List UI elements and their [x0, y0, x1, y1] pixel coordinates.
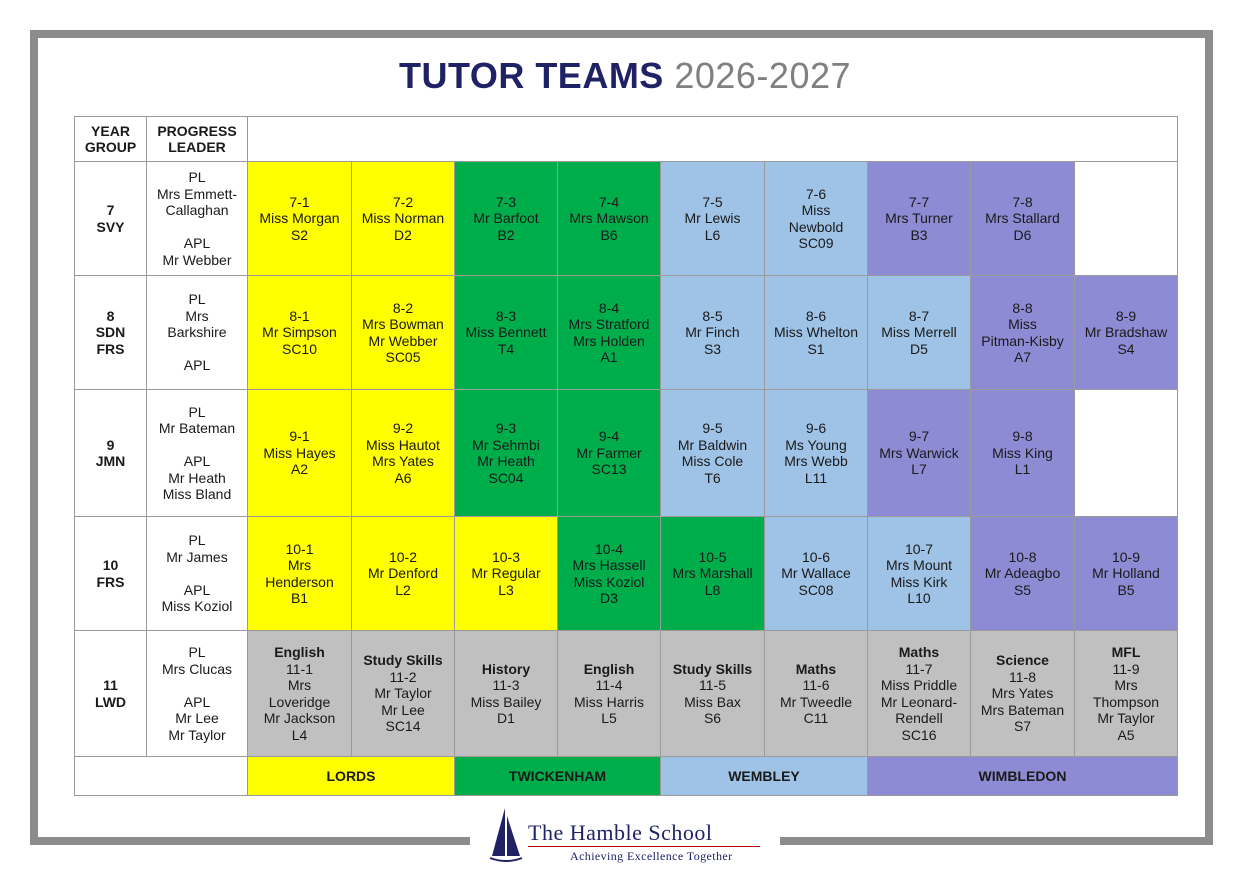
tutor-group-cell: [868, 162, 971, 276]
cell-line: 8: [106, 307, 115, 324]
subject-label: MFL: [1111, 644, 1141, 660]
house-legend-row: [75, 757, 1178, 796]
cell-line: Miss: [801, 202, 831, 218]
cell-line: 8-7: [908, 307, 930, 324]
cell-line: [149, 219, 245, 236]
cell-line: Rendell: [895, 710, 943, 726]
subject-label: History: [481, 660, 531, 677]
cell-line: APL: [183, 235, 211, 251]
cell-line: JMN: [95, 453, 126, 469]
cell-line: Mr Jackson: [263, 710, 336, 726]
table-row: [75, 631, 1178, 757]
cell-line: [149, 437, 245, 454]
tutor-group-cell: [765, 276, 868, 390]
tutor-group-cell: [765, 390, 868, 517]
subject-label: Maths: [898, 644, 940, 660]
tutor-group-cell: [1075, 276, 1178, 390]
school-logo: [470, 800, 780, 868]
year-group-cell: [75, 517, 147, 631]
cell-line: Miss Koziol: [573, 573, 645, 590]
cell-line: 7-4: [598, 193, 620, 210]
cell-line: Mrs: [1114, 677, 1138, 693]
cell-line: L5: [601, 710, 617, 726]
cell-line: B3: [910, 226, 928, 243]
cell-line: Mr Taylor: [374, 685, 432, 702]
cell-line: Miss Bennett: [465, 324, 547, 341]
school-tagline: Achieving Excellence Together: [570, 849, 733, 863]
cell-line: D2: [394, 226, 412, 243]
cell-line: Mr Barfoot: [473, 210, 539, 227]
cell-line: A7: [1013, 349, 1032, 365]
cell-line: 10-2: [388, 548, 418, 565]
cell-line: 10: [102, 557, 119, 573]
cell-line: 9-7: [908, 428, 930, 445]
cell-line: PL: [188, 403, 206, 420]
tutor-group-cell: [558, 517, 661, 631]
cell-line: Thompson: [1092, 693, 1160, 710]
title-main: TUTOR TEAMS: [398, 55, 664, 96]
year-group-header: [75, 117, 147, 162]
cell-line: 11: [103, 677, 118, 693]
cell-line: Mr Taylor: [1097, 710, 1155, 726]
cell-line: Miss Koziol: [161, 598, 233, 615]
empty-cell: [1075, 162, 1178, 276]
progress-leader-cell: [147, 631, 248, 757]
cell-line: L7: [911, 461, 927, 478]
cell-line: A2: [290, 461, 309, 478]
cell-line: PL: [188, 644, 206, 660]
cell-line: Miss Kirk: [890, 573, 948, 590]
cell-line: 10-6: [801, 548, 831, 565]
cell-line: A1: [600, 349, 618, 365]
cell-line: Mrs Yates: [372, 453, 434, 469]
cell-line: L2: [395, 581, 411, 598]
cell-line: GROUP: [84, 139, 137, 155]
cell-line: 10-8: [1008, 548, 1037, 565]
cell-line: C11: [803, 710, 829, 726]
cell-line: YEAR: [91, 122, 130, 139]
cell-line: D5: [910, 340, 928, 357]
cell-line: Henderson: [265, 573, 334, 590]
cell-line: S1: [807, 340, 825, 357]
cell-line: PL: [188, 169, 206, 185]
cell-line: Mr Adeagbo: [984, 565, 1061, 582]
tutor-group-cell: [248, 276, 352, 390]
progress-leader-cell: [147, 517, 248, 631]
cell-line: 9-5: [702, 420, 723, 436]
progress-leader-cell: [147, 162, 248, 276]
tutor-group-cell: [352, 390, 455, 517]
cell-line: Mrs Stratford: [568, 316, 650, 332]
cell-line: T4: [497, 340, 515, 357]
cell-line: [149, 565, 245, 582]
cell-line: Mrs Stallard: [985, 210, 1060, 227]
cell-line: SVY: [96, 218, 125, 235]
tutor-group-cell: [971, 162, 1075, 276]
tutor-group-cell: [971, 390, 1075, 517]
cell-line: 7-7: [908, 193, 930, 210]
tutor-group-cell: [352, 276, 455, 390]
cell-line: S2: [290, 226, 309, 243]
empty-cell: [1075, 390, 1178, 517]
cell-line: Mr Lewis: [684, 210, 741, 227]
house-label: LORDS: [248, 757, 455, 796]
cell-line: Mrs: [287, 557, 312, 573]
cell-line: SC09: [798, 235, 834, 251]
tutor-group-cell: [765, 162, 868, 276]
cell-line: Mrs Bateman: [980, 701, 1065, 718]
cell-line: Mr Sehmbi: [472, 436, 540, 453]
table-row: [75, 390, 1178, 517]
cell-line: Mr Leonard-: [880, 693, 958, 710]
cell-line: 7-2: [392, 193, 414, 210]
cell-line: A5: [1117, 726, 1135, 743]
year-group-cell: [75, 631, 147, 757]
cell-line: B5: [1117, 581, 1135, 598]
logo-divider: [528, 846, 760, 847]
cell-line: Mrs: [185, 307, 209, 324]
cell-line: 11-7: [905, 660, 933, 677]
year-group-cell: [75, 390, 147, 517]
cell-line: Miss Whelton: [773, 324, 859, 341]
tutor-group-cell: [1075, 631, 1178, 757]
cell-line: Mr Lee: [175, 710, 219, 726]
cell-line: D1: [497, 710, 515, 726]
cell-line: Mr Bradshaw: [1084, 324, 1168, 341]
cell-line: Loveridge: [268, 693, 331, 710]
sail-icon: [488, 806, 524, 862]
cell-line: 9-2: [392, 420, 414, 436]
cell-line: Mrs Hassell: [572, 557, 646, 573]
legend-spacer: [75, 757, 248, 796]
cell-line: Newbold: [788, 218, 844, 235]
cell-line: 8-9: [1115, 307, 1137, 324]
cell-line: 8-2: [392, 299, 414, 316]
tutor-group-cell: [455, 162, 558, 276]
cell-line: Mr Heath: [477, 453, 535, 469]
cell-line: Mrs Emmett-: [156, 185, 238, 202]
cell-line: Mr Lee: [381, 701, 425, 718]
cell-line: 11-1: [286, 660, 313, 677]
tutor-group-cell: [558, 631, 661, 757]
cell-line: APL: [183, 581, 211, 598]
subject-label: Study Skills: [363, 652, 443, 669]
cell-line: L8: [704, 581, 721, 598]
cell-line: [149, 341, 245, 358]
cell-line: T6: [704, 469, 721, 486]
cell-line: 9: [106, 436, 115, 453]
cell-line: 11-2: [389, 668, 417, 685]
tutor-group-cell: [868, 390, 971, 517]
tutor-group-cell: [248, 390, 352, 517]
school-name: The Hamble School: [528, 820, 713, 845]
cell-line: Mrs Holden: [573, 332, 645, 349]
cell-line: Mr Webber: [162, 251, 232, 268]
cell-line: SC13: [591, 461, 627, 478]
cell-line: 8-1: [289, 307, 310, 324]
cell-line: Mr Wallace: [781, 565, 851, 582]
page-title: [0, 55, 1250, 97]
cell-line: Mr Tweedle: [779, 693, 853, 710]
cell-line: 8-4: [598, 299, 620, 316]
cell-line: SC10: [281, 340, 318, 357]
cell-line: FRS: [96, 573, 125, 590]
cell-line: B2: [497, 226, 515, 243]
tutor-group-cell: [248, 631, 352, 757]
cell-line: B6: [600, 226, 618, 243]
cell-line: Mr Farmer: [576, 444, 642, 461]
title-year: 2026-2027: [674, 55, 852, 96]
cell-line: SC14: [385, 718, 421, 735]
cell-line: Mrs Yates: [991, 685, 1054, 702]
tutor-group-cell: [248, 517, 352, 631]
tutor-group-cell: [1075, 517, 1178, 631]
cell-line: 8-6: [805, 307, 827, 324]
cell-line: 9-1: [289, 428, 310, 445]
cell-line: Mr Taylor: [168, 726, 226, 743]
cell-line: D3: [600, 590, 618, 606]
cell-line: 10-4: [594, 540, 624, 557]
cell-line: Mrs Mount: [885, 557, 953, 573]
tutor-group-cell: [248, 162, 352, 276]
cell-line: LEADER: [168, 139, 226, 155]
tutor-group-cell: [971, 276, 1075, 390]
cell-line: APL: [183, 357, 211, 374]
tutor-group-cell: [765, 631, 868, 757]
cell-line: L10: [907, 590, 931, 606]
cell-line: 11-9: [1112, 660, 1140, 677]
cell-line: 9-8: [1012, 428, 1033, 445]
cell-line: Miss Bland: [162, 486, 232, 502]
year-group-cell: [75, 276, 147, 390]
tutor-group-cell: [868, 517, 971, 631]
cell-line: PROGRESS: [157, 122, 237, 139]
cell-line: Mrs Warwick: [879, 444, 959, 461]
subject-label: English: [274, 644, 325, 660]
cell-line: Miss Merrell: [881, 324, 957, 341]
cell-line: Mrs Webb: [784, 453, 848, 469]
cell-line: D6: [1013, 226, 1032, 243]
subject-label: English: [583, 660, 635, 677]
cell-line: 11-4: [595, 677, 623, 693]
tutor-group-cell: [455, 631, 558, 757]
cell-line: SC16: [901, 726, 937, 743]
table-row: [75, 517, 1178, 631]
cell-line: Miss Norman: [361, 210, 445, 227]
cell-line: Mr Denford: [367, 565, 439, 582]
subject-label: Study Skills: [672, 660, 753, 677]
progress-leader-header: [147, 117, 248, 162]
cell-line: Pitman-Kisby: [981, 332, 1064, 349]
cell-line: LWD: [94, 693, 127, 710]
cell-line: Mr Webber: [368, 332, 438, 349]
cell-line: Miss Hayes: [263, 444, 336, 461]
cell-line: 10-1: [285, 540, 314, 557]
cell-line: L1: [1014, 461, 1031, 478]
tutor-group-cell: [352, 517, 455, 631]
cell-line: 7-1: [289, 193, 310, 210]
tutor-group-cell: [661, 390, 765, 517]
cell-line: Mr Heath: [168, 469, 226, 486]
tutor-group-cell: [352, 631, 455, 757]
cell-line: 8-8: [1012, 299, 1033, 316]
subject-label: Maths: [795, 660, 837, 677]
tutor-group-cell: [661, 517, 765, 631]
cell-line: Barkshire: [167, 324, 227, 341]
cell-line: S4: [1117, 340, 1135, 357]
cell-line: S3: [703, 340, 722, 357]
cell-line: SDN: [95, 324, 126, 341]
cell-line: PL: [188, 291, 206, 308]
tutor-group-cell: [868, 276, 971, 390]
tutor-team-table: [74, 116, 1178, 796]
header-blank: [248, 117, 1178, 162]
cell-line: Mr Regular: [471, 565, 541, 582]
cell-line: 7-3: [495, 193, 517, 210]
cell-line: SC05: [385, 349, 421, 365]
cell-line: 11-8: [1009, 668, 1036, 685]
cell-line: Mrs Clucas: [161, 660, 232, 677]
cell-line: L4: [291, 726, 308, 743]
cell-line: A6: [394, 469, 412, 486]
cell-line: Mr Bateman: [158, 420, 236, 436]
cell-line: 8-3: [495, 307, 517, 324]
cell-line: [149, 677, 245, 694]
cell-line: Mr Holland: [1092, 565, 1160, 582]
cell-line: Mrs Bowman: [362, 316, 444, 332]
cell-line: 7-6: [805, 185, 827, 202]
house-label: TWICKENHAM: [455, 757, 661, 796]
tutor-group-cell: [971, 631, 1075, 757]
progress-leader-cell: [147, 390, 248, 517]
cell-line: Mr Simpson: [262, 324, 337, 341]
cell-line: SC08: [798, 581, 834, 598]
cell-line: PL: [188, 532, 206, 549]
cell-line: APL: [183, 693, 211, 710]
cell-line: L6: [704, 226, 721, 243]
cell-line: 11-5: [699, 677, 726, 693]
cell-line: Callaghan: [165, 202, 229, 218]
tutor-group-cell: [455, 390, 558, 517]
subject-label: Science: [996, 652, 1049, 669]
cell-line: Miss Priddle: [880, 677, 958, 693]
house-label: WEMBLEY: [661, 757, 868, 796]
tutor-group-cell: [661, 276, 765, 390]
table-row: [75, 162, 1178, 276]
cell-line: 10-5: [698, 548, 727, 565]
cell-line: Mrs Mawson: [569, 210, 649, 227]
cell-line: S7: [1013, 718, 1032, 735]
cell-line: 10-7: [904, 540, 934, 557]
cell-line: Mrs Marshall: [672, 565, 753, 582]
tutor-group-cell: [661, 631, 765, 757]
tutor-group-cell: [558, 162, 661, 276]
house-label: WIMBLEDON: [868, 757, 1178, 796]
cell-line: 11-6: [802, 677, 830, 693]
tutor-group-cell: [455, 517, 558, 631]
header-row: [75, 117, 1178, 162]
tutor-group-cell: [455, 276, 558, 390]
year-group-cell: [75, 162, 147, 276]
cell-line: Miss Cole: [681, 453, 744, 469]
cell-line: FRS: [96, 340, 125, 357]
cell-line: 9-3: [495, 420, 517, 436]
cell-line: APL: [183, 453, 211, 469]
cell-line: 9-6: [805, 420, 827, 436]
cell-line: L3: [498, 581, 514, 598]
cell-line: 7: [106, 202, 115, 218]
cell-line: 10-9: [1111, 548, 1141, 565]
cell-line: 9-4: [598, 428, 620, 445]
cell-line: S6: [703, 710, 722, 726]
cell-line: Mrs: [287, 677, 312, 693]
cell-line: Miss: [1008, 316, 1037, 332]
cell-line: B1: [290, 590, 309, 606]
cell-line: Miss Bax: [684, 693, 741, 710]
cell-line: Mr Finch: [685, 324, 740, 341]
cell-line: L11: [804, 469, 828, 486]
cell-line: Miss Harris: [574, 693, 644, 710]
progress-leader-cell: [147, 276, 248, 390]
tutor-group-cell: [765, 517, 868, 631]
tutor-group-cell: [868, 631, 971, 757]
cell-line: Ms Young: [785, 436, 847, 453]
cell-line: 10-3: [491, 548, 521, 565]
cell-line: Miss Morgan: [259, 210, 340, 227]
tutor-group-cell: [661, 162, 765, 276]
cell-line: Mrs Turner: [885, 210, 953, 227]
table-row: [75, 276, 1178, 390]
tutor-group-cell: [558, 390, 661, 517]
tutor-group-cell: [971, 517, 1075, 631]
cell-line: Miss Bailey: [470, 693, 542, 710]
cell-line: 7-5: [702, 193, 723, 210]
cell-line: Mr Baldwin: [677, 436, 748, 453]
cell-line: Miss King: [992, 444, 1053, 461]
cell-line: 7-8: [1012, 193, 1033, 210]
cell-line: SC04: [488, 469, 524, 486]
cell-line: Miss Hautot: [366, 436, 440, 453]
cell-line: Mr James: [166, 548, 228, 565]
tutor-group-cell: [558, 276, 661, 390]
cell-line: 11-3: [492, 677, 520, 693]
cell-line: S5: [1013, 581, 1032, 598]
tutor-group-cell: [352, 162, 455, 276]
cell-line: 8-5: [702, 307, 723, 324]
